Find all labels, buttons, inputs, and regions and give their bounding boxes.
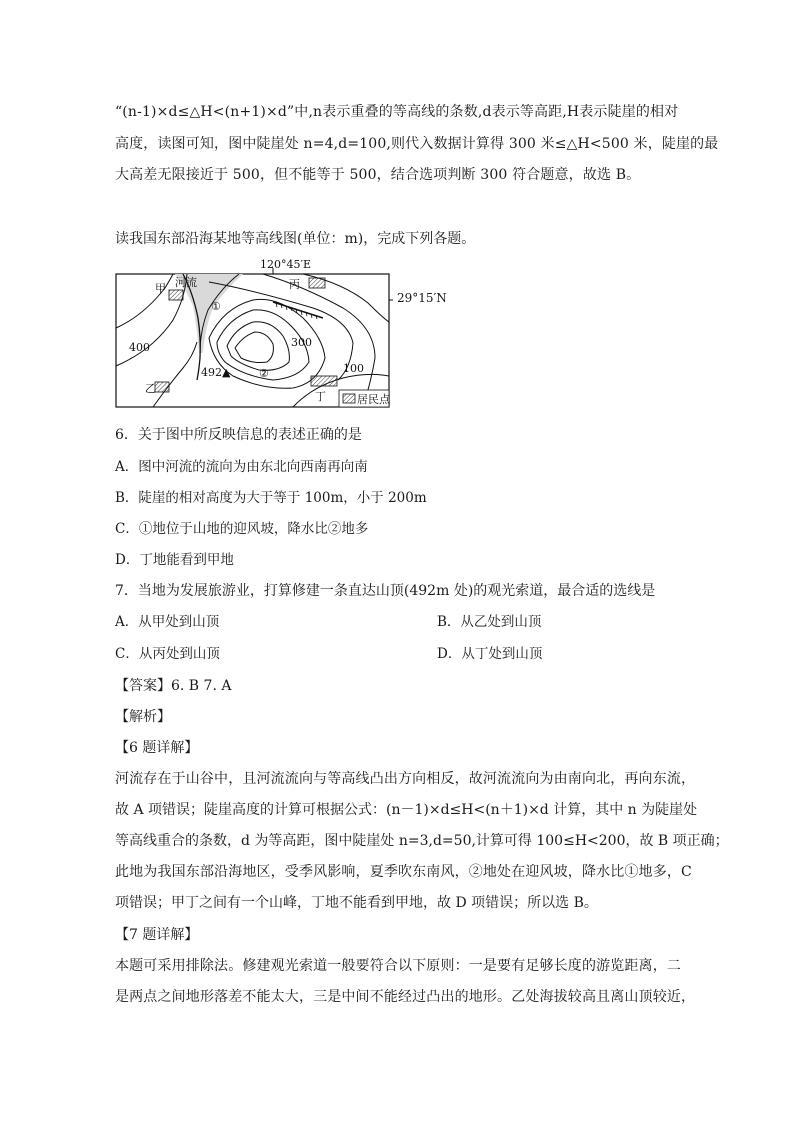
settlement-ding: [311, 376, 337, 386]
question-6-option-a: A．图中河流的流向为由东北向西南再向南: [115, 459, 368, 475]
question-6-stem: 6．关于图中所反映信息的表述正确的是: [115, 427, 362, 443]
latitude-label: 29°15′N: [397, 291, 447, 305]
question-intro: 读我国东部沿海某地等高线图(单位：m)，完成下列各题。: [115, 231, 476, 247]
legend-label: 居民点: [357, 393, 390, 406]
answer-line: 【答案】6. B 7. A: [115, 678, 232, 694]
label-bing: 丙: [289, 278, 300, 291]
question-6-option-c: C．①地位于山地的迎风坡，降水比②地多: [115, 521, 369, 537]
q6-detail-line: 故 A 项错误；陡崖高度的计算可根据公式：(n－1)×d≤H<(n＋1)×d 计算，其中 n 为陡崖处: [115, 802, 698, 818]
paragraph-line: 大高差无限接近于 500，但不能等于 500，结合选项判断 300 符合题意，故选 B。: [115, 167, 641, 183]
contour-map: [113, 258, 393, 410]
question-7-option-b: B．从乙处到山顶: [437, 614, 542, 630]
label-ding: 丁: [315, 390, 326, 403]
question-6-option-d: D．丁地能看到甲地: [115, 552, 234, 568]
q7-detail-line: 是两点之间地形落差不能太大，三是中间不能经过凸出的地形。乙处海拔较高且离山顶较近，: [115, 989, 696, 1005]
q6-detail-line: 河流存在于山谷中，且河流流向与等高线凸出方向相反，故河流流向为由南向北，再向东流，: [115, 771, 696, 787]
settlement-bing: [309, 278, 325, 288]
settlement-jia: [169, 290, 183, 300]
q6-detail-line: 此地为我国东部沿海地区，受季风影响，夏季吹东南风，②地处在迎风坡，降水比①地多，C: [115, 864, 692, 880]
contour-label-100: 100: [343, 362, 364, 375]
question-7-option-a: A．从甲处到山顶: [115, 614, 220, 630]
marker-1: ①: [211, 300, 221, 313]
analysis-header: 【解析】: [115, 709, 171, 725]
question-6-option-b: B．陡崖的相对高度为大于等于 100m，小于 200m: [115, 490, 427, 506]
marker-2: ②: [259, 367, 269, 380]
river-label: 河流: [175, 276, 197, 289]
q7-detail-line: 本题可采用排除法。修建观光索道一般要符合以下原则：一是要有足够长度的游览距离，二: [115, 958, 681, 974]
peak-label: 492▲: [201, 366, 231, 379]
q6-detail-line: 等高线重合的条数，d 为等高距，图中陡崖处 n=3,d=50,计算可得 100≤H<200，故 B 项正确；: [115, 833, 729, 849]
paragraph-line: “(n-1)×d≤△H<(n+1)×d”中,n表示重叠的等高线的条数,d表示等高距,H表示陡崖的相对: [115, 104, 679, 120]
q6-detail-header: 【6 题详解】: [115, 740, 199, 756]
contour-label-300: 300: [291, 336, 312, 349]
paragraph-line: 高度，读图可知，图中陡崖处 n=4,d=100,则代入数据计算得 300 米≤△H<500 米，陡崖的最: [115, 136, 719, 152]
settlement-yi: [155, 382, 169, 392]
longitude-label: 120°45′E: [260, 258, 312, 271]
q7-detail-header: 【7 题详解】: [115, 927, 199, 943]
contour-label-400: 400: [129, 341, 150, 354]
label-yi: 乙: [145, 382, 156, 395]
question-7-option-c: C．从丙处到山顶: [115, 646, 220, 662]
label-jia: 甲: [155, 282, 166, 295]
question-7-option-d: D．从丁处到山顶: [437, 646, 543, 662]
question-7-stem: 7．当地为发展旅游业，打算修建一条直达山顶(492m 处)的观光索道，最合适的选线是: [115, 583, 656, 599]
q6-detail-line: 项错误；甲丁之间有一个山峰，丁地不能看到甲地，故 D 项错误；所以选 B。: [115, 895, 598, 911]
